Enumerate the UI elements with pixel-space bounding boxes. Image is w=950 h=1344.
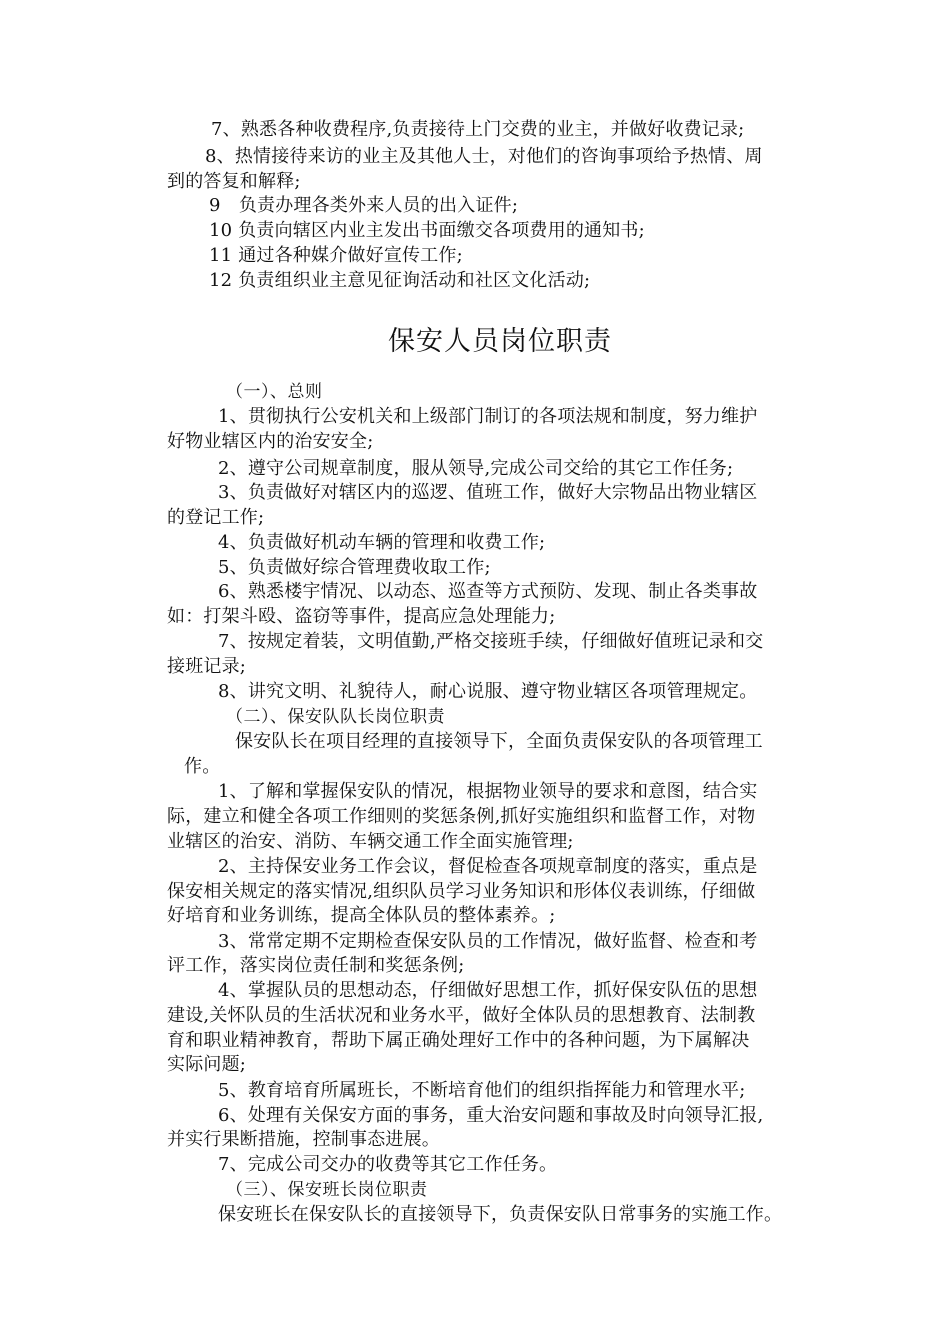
page-title: 保安人员岗位职责 [388,326,612,357]
paragraph-line: 6、熟悉楼宇情况、以动态、巡查等方式预防、发现、制止各类事故 [218,581,758,602]
paragraph-line: 1、了解和掌握保安队的情况，根据物业领导的要求和意图，结合实 [218,781,758,802]
paragraph-line: 4、掌握队员的思想动态，仔细做好思想工作，抓好保安队伍的思想 [218,980,758,1001]
paragraph-line: 3、负责做好对辖区内的巡逻、值班工作，做好大宗物品出物业辖区 [218,482,758,503]
paragraph-line: 1、贯彻执行公安机关和上级部门制订的各项法规和制度，努力维护 [218,406,758,427]
list-item: 7、熟悉各种收费程序,负责接待上门交费的业主，并做好收费记录; [211,119,745,140]
paragraph-line: 2、主持保安业务工作会议，督促检查各项规章制度的落实，重点是 [218,856,758,877]
section-heading: （三）、保安班长岗位职责 [226,1180,428,1200]
paragraph-line: 实际问题; [167,1054,247,1075]
paragraph-line: 建设,关怀队员的生活状况和业务水平，做好全体队员的思想教育、法制教 [167,1005,756,1026]
paragraph-line: 如：打架斗殴、盗窃等事件，提高应急处理能力; [167,606,556,627]
paragraph-line: 3、常常定期不定期检查保安队员的工作情况，做好监督、检查和考 [218,931,758,952]
list-item: 10 负责向辖区内业主发出书面缴交各项费用的通知书; [209,220,645,241]
paragraph-line: 8、讲究文明、礼貌待人，耐心说服、遵守物业辖区各项管理规定。 [218,681,758,702]
paragraph-line: 际，建立和健全各项工作细则的奖惩条例,抓好实施组织和监督工作，对物 [167,806,756,827]
list-item: 8、热情接待来访的业主及其他人士，对他们的咨询事项给予热情、周 [205,146,763,167]
paragraph-line: 保安队长在项目经理的直接领导下，全面负责保安队的各项管理工 [235,731,763,752]
paragraph-line: 育和职业精神教育，帮助下属正确处理好工作中的各种问题，为下属解决 [167,1030,750,1051]
paragraph-line: 7、按规定着装，文明值勤,严格交接班手续，仔细做好值班记录和交 [218,631,764,652]
paragraph-line: 7、完成公司交办的收费等其它工作任务。 [218,1154,558,1175]
paragraph-line: 保安班长在保安队长的直接领导下，负责保安队日常事务的实施工作。 [218,1204,783,1225]
paragraph-line: 2、遵守公司规章制度，服从领导,完成公司交给的其它工作任务; [218,458,734,479]
paragraph-line: 的登记工作; [167,507,265,528]
paragraph-line: 业辖区的治安、消防、车辆交通工作全面实施管理; [167,831,574,852]
section-heading: （一）、总则 [226,382,323,402]
list-item: 12 负责组织业主意见征询活动和社区文化活动; [209,270,591,291]
list-item: 9 负责办理各类外来人员的出入证件; [209,195,519,216]
paragraph-line: 作。 [184,756,221,777]
list-item: 到的答复和解释; [167,171,301,192]
list-item: 11 通过各种媒介做好宣传工作; [209,245,463,266]
paragraph-line: 好培育和业务训练，提高全体队员的整体素养。; [167,905,556,926]
paragraph-line: 接班记录; [167,656,247,677]
paragraph-line: 评工作，落实岗位责任制和奖惩条例; [167,955,465,976]
section-heading: （二）、保安队队长岗位职责 [226,707,445,727]
paragraph-line: 4、负责做好机动车辆的管理和收费工作; [218,532,546,553]
paragraph-line: 保安相关规定的落实情况,组织队员学习业务知识和形体仪表训练，仔细做 [167,881,756,902]
paragraph-line: 5、负责做好综合管理费收取工作; [218,557,491,578]
paragraph-line: 6、处理有关保安方面的事务，重大治安问题和事故及时向领导汇报, [218,1105,764,1126]
paragraph-line: 5、教育培育所属班长，不断培育他们的组织指挥能力和管理水平; [218,1080,746,1101]
paragraph-line: 好物业辖区内的治安安全; [167,431,374,452]
paragraph-line: 并实行果断措施，控制事态进展。 [167,1129,440,1150]
